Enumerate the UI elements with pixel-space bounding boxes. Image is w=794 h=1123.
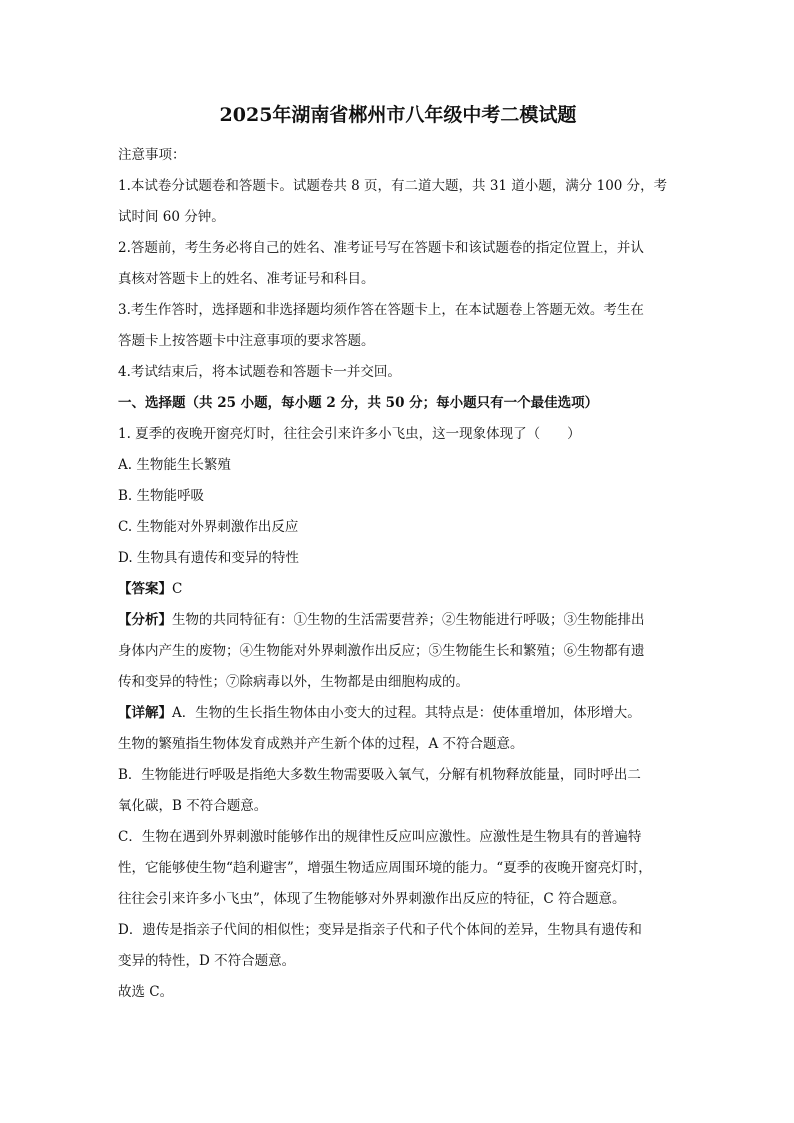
analysis-line — [118, 605, 678, 636]
notice-line: 答题卡上按答题卡中注意事项的要求答题。 — [118, 333, 375, 349]
notice-line: 试时间 60 分钟。 — [118, 209, 225, 225]
analysis-tag: 【分析】 — [118, 612, 172, 628]
page-title: 2025年湖南省郴州市八年级中考二模试题 — [219, 104, 577, 126]
notice-line: 真核对答题卡上的姓名、准考证号和科目。 — [118, 271, 375, 287]
detail-tag: 【详解】 — [118, 705, 172, 721]
notice-heading: 注意事项： — [118, 147, 186, 163]
answer-tag: 【答案】 — [118, 581, 172, 597]
answer-value: C — [172, 581, 183, 597]
notice-line: 1.本试卷分试题卷和答题卡。试题卷共 8 页，有二道大题，共 31 道小题，满分 100 分，考 — [118, 178, 668, 194]
conclusion: 故选 C。 — [118, 984, 174, 1000]
detail-line: C．生物在遇到外界刺激时能够作出的规律性反应叫应激性。应激性是生物具有的普遍特 — [118, 829, 642, 845]
detail-line: 生物的繁殖指生物体发育成熟并产生新个体的过程，A 不符合题意。 — [118, 736, 524, 752]
detail-line: D．遗传是指亲子代间的相似性；变异是指亲子代和子代个体间的差异，生物具有遗传和 — [118, 922, 642, 938]
option-a: A. 生物能生长繁殖 — [118, 457, 231, 473]
notice-line: 3.考生作答时，选择题和非选择题均须作答在答题卡上，在本试题卷上答题无效。考生在 — [118, 302, 644, 318]
detail-line: 性，它能够使生物“趋利避害”，增强生物适应周围环境的能力。“夏季的夜晚开窗亮灯时， — [118, 860, 652, 876]
option-c: C. 生物能对外界刺激作出反应 — [118, 519, 299, 535]
analysis-line: 传和变异的特性；⑦除病毒以外，生物都是由细胞构成的。 — [118, 674, 469, 690]
detail-text: A．生物的生长指生物体由小变大的过程。其特点是：使体重增加，体形增大。 — [172, 705, 641, 721]
answer-line — [118, 574, 678, 605]
notice-line: 4.考试结束后，将本试题卷和答题卡一并交回。 — [118, 364, 401, 380]
detail-line: B．生物能进行呼吸是指绝大多数生物需要吸入氧气，分解有机物释放能量，同时呼出二 — [118, 767, 641, 783]
section-heading: 一、选择题（共 25 小题，每小题 2 分，共 50 分；每小题只有一个最佳选项） — [118, 395, 599, 411]
analysis-line: 身体内产生的废物；④生物能对外界刺激作出反应；⑤生物能生长和繁殖；⑥生物都有遗 — [118, 643, 645, 659]
document-page — [118, 102, 678, 1008]
notice-line: 2.答题前，考生务必将自己的姓名、准考证号写在答题卡和该试题卷的指定位置上，并认 — [118, 240, 644, 256]
detail-line: 往往会引来许多小飞虫”，体现了生物能够对外界刺激作出反应的特征，C 符合题意。 — [118, 891, 626, 907]
option-d: D. 生物具有遗传和变异的特性 — [118, 550, 299, 566]
detail-line: 变异的特性，D 不符合题意。 — [118, 953, 296, 969]
detail-line: 氧化碳，B 不符合题意。 — [118, 798, 268, 814]
detail-line — [118, 698, 678, 729]
analysis-text: 生物的共同特征有：①生物的生活需要营养；②生物能进行呼吸；③生物能排出 — [172, 612, 645, 628]
option-b: B. 生物能呼吸 — [118, 488, 205, 504]
question-stem: 1. 夏季的夜晚开窗亮灯时，往往会引来许多小飞虫，这一现象体现了（ ） — [118, 426, 581, 442]
